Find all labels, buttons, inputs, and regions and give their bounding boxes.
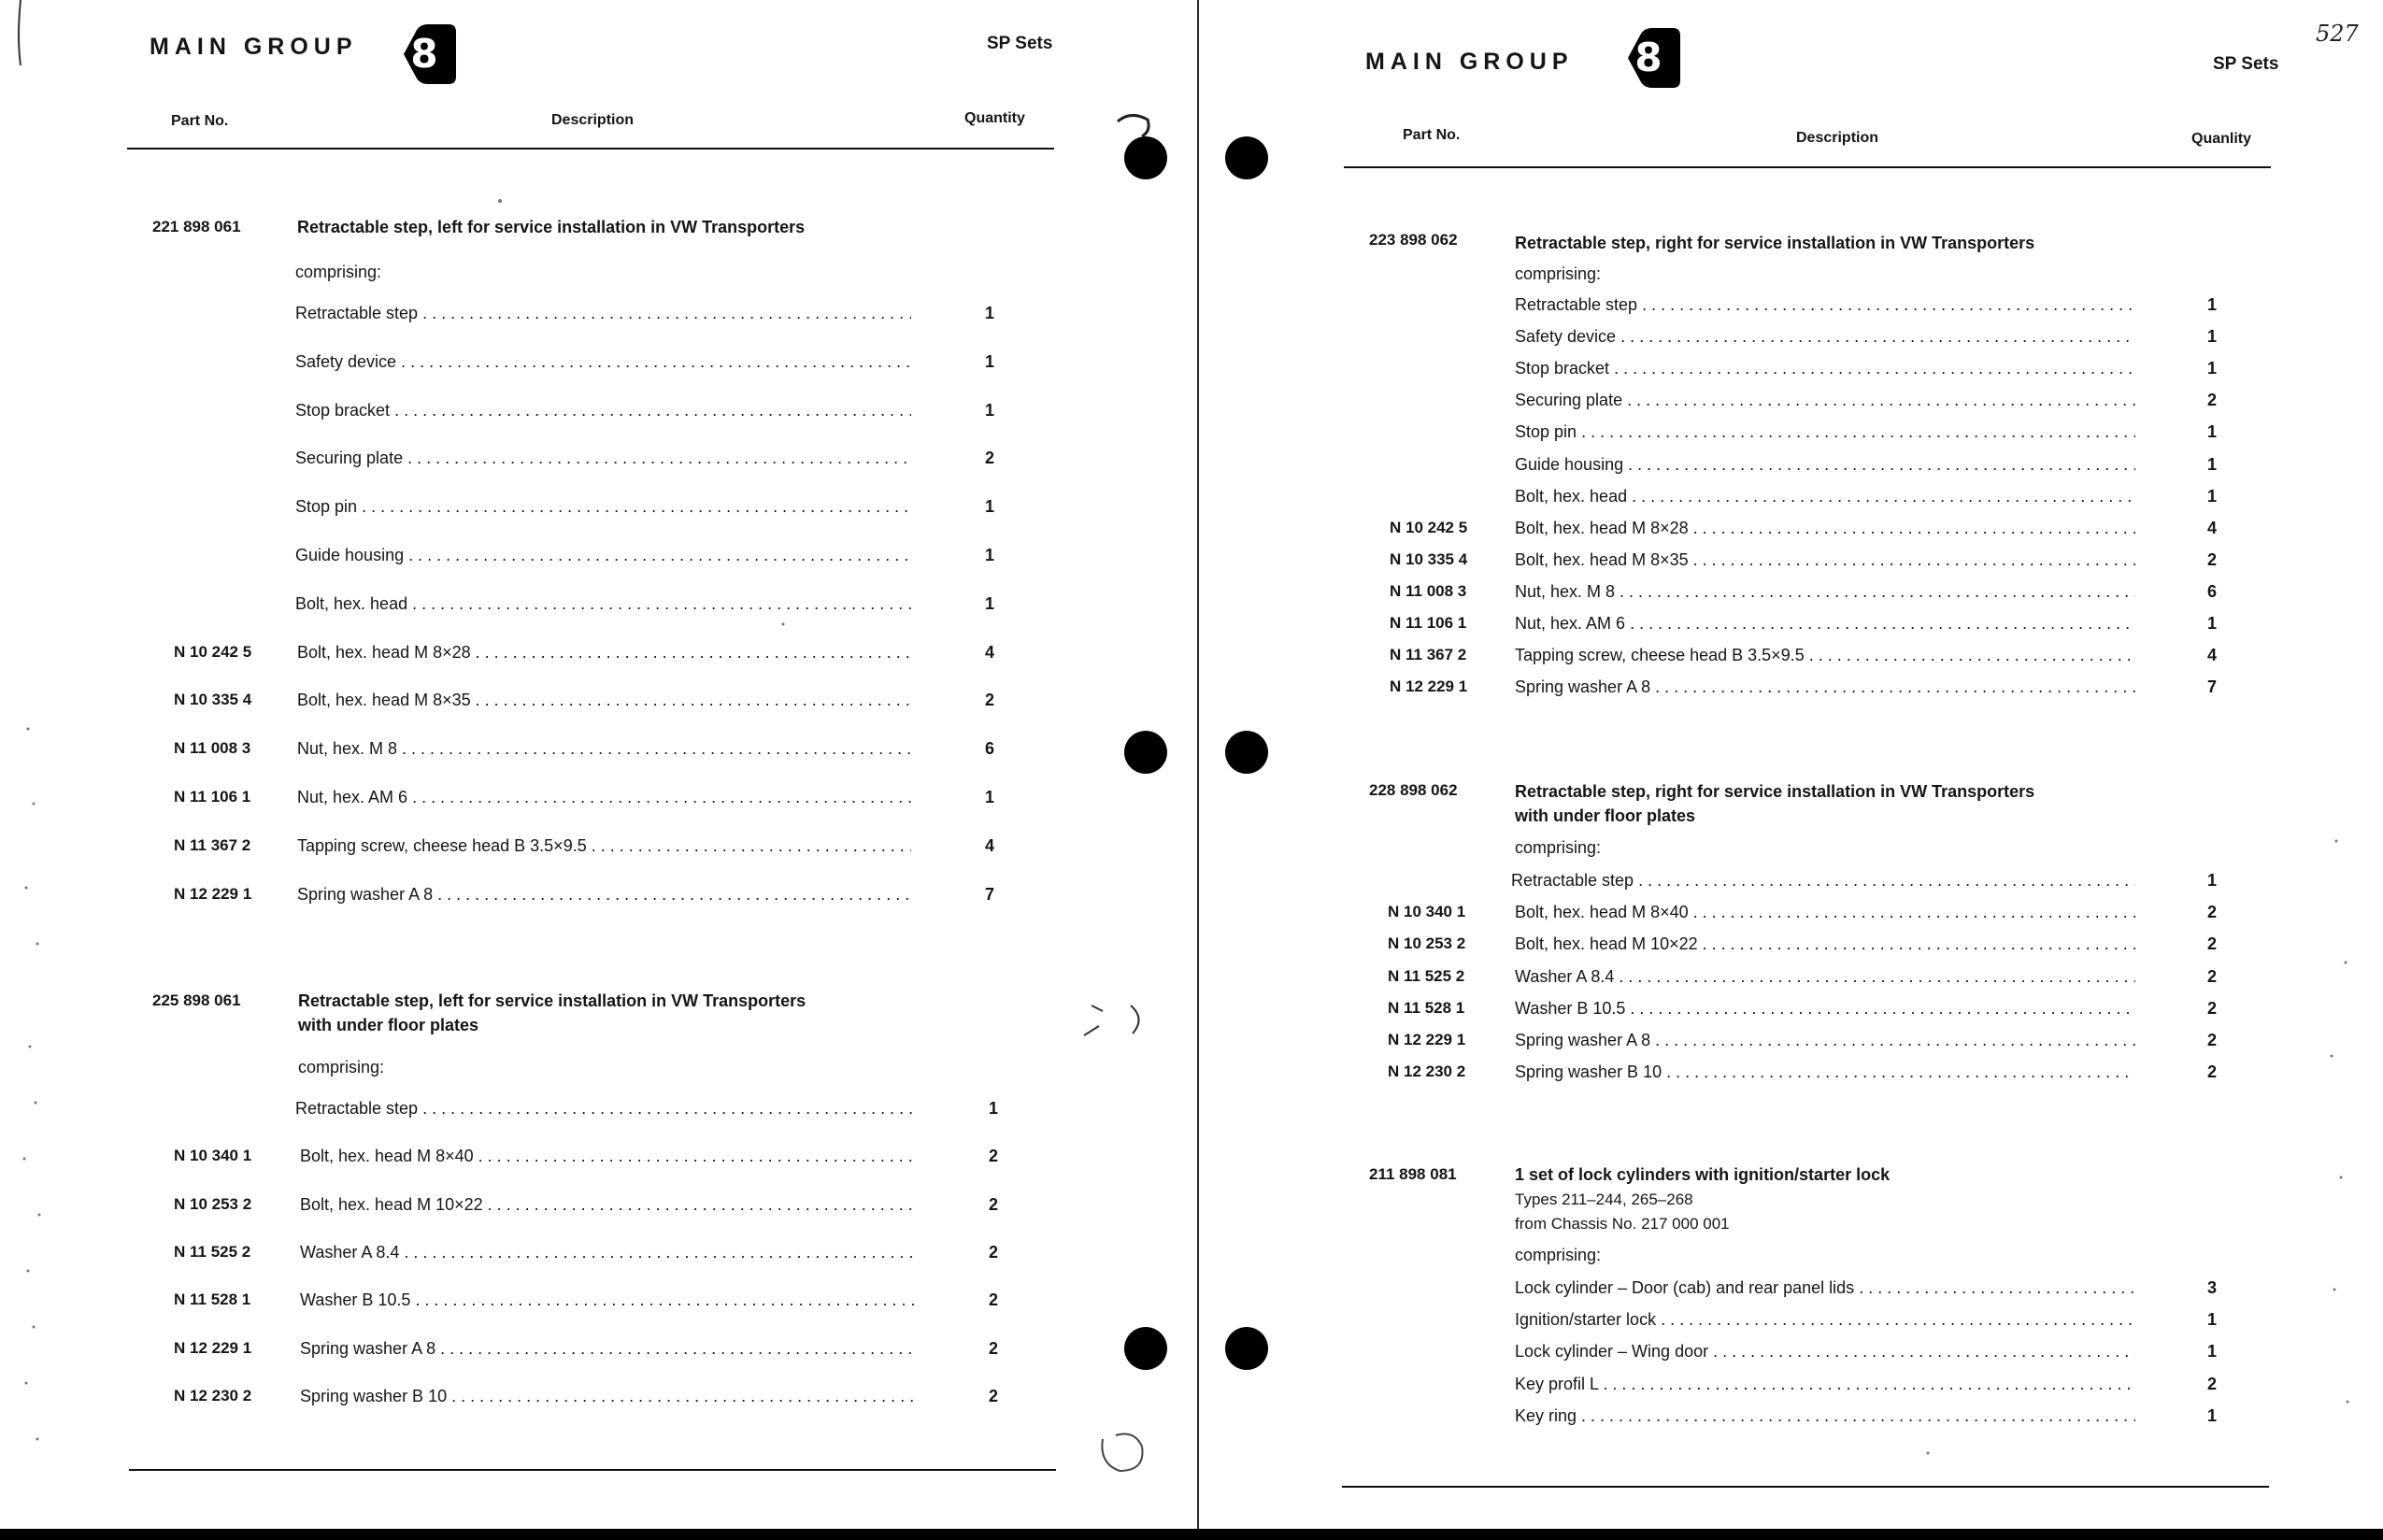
set-part-number: 228 898 062 (1369, 781, 1458, 799)
list-item (0, 885, 1168, 911)
item-quantity: 1 (2206, 486, 2217, 506)
item-quantity: 2 (988, 1147, 998, 1166)
item-quantity: 1 (984, 593, 994, 613)
list-item (1199, 519, 2367, 545)
item-quantity: 2 (984, 449, 994, 468)
item-quantity: 1 (2206, 422, 2217, 442)
item-part-number: N 10 340 1 (1388, 903, 1466, 921)
group-number-badge (396, 24, 456, 84)
item-description: Bolt, hex. head M 10×22 . . . (1515, 934, 2135, 954)
item-description: Tapping screw, cheese head B 3.5×9.5 . . . (297, 836, 911, 856)
item-quantity: 2 (988, 1194, 998, 1214)
item-part-number: N 10 340 1 (174, 1147, 252, 1165)
list-item (1199, 677, 2367, 704)
item-description: Safety device . . . (295, 352, 911, 372)
item-description: Key profil L . . . (1515, 1375, 2135, 1394)
item-description: Nut, hex. M 8 . . . (297, 739, 911, 759)
item-quantity: 2 (2206, 903, 2217, 922)
item-quantity: 1 (2206, 1310, 2217, 1330)
punch-hole (1225, 136, 1268, 179)
set-part-number: 225 898 061 (152, 991, 241, 1009)
list-item (0, 739, 1168, 765)
col-part-no: Part No. (171, 113, 229, 129)
list-item (1199, 359, 2367, 385)
item-quantity: 2 (988, 1338, 998, 1358)
item-description: Stop bracket . . . (295, 401, 911, 421)
item-description: Bolt, hex. head . . . (295, 594, 911, 614)
item-description: Tapping screw, cheese head B 3.5×9.5 . . . (1515, 646, 2135, 665)
item-quantity: 2 (2206, 998, 2217, 1018)
item-part-number: N 10 253 2 (174, 1194, 252, 1213)
list-item (0, 1290, 1168, 1317)
item-quantity: 1 (984, 788, 994, 806)
punch-hole (1225, 1327, 1268, 1370)
list-item (1199, 1375, 2367, 1401)
item-description: Bolt, hex. head M 8×35 . . . (297, 691, 911, 710)
left-page (0, 0, 1197, 1529)
list-item (0, 304, 1168, 330)
item-quantity: 2 (2206, 1374, 2217, 1393)
set-title: Retractable step, left for service installation in VW Transporters with under floor plates (298, 991, 806, 1034)
comprising-label: comprising: (298, 1058, 385, 1077)
list-item (0, 546, 1168, 572)
set-part-number: 221 898 061 (152, 218, 241, 235)
item-description: Lock cylinder – Wing door . . . (1515, 1342, 2135, 1362)
item-description: Stop bracket . . . (1515, 359, 2135, 378)
list-item (0, 836, 1168, 863)
item-description: Retractable step . . . (295, 1099, 916, 1119)
comprising-label: comprising: (295, 263, 382, 281)
sp-sets-label: SP Sets (987, 34, 1053, 53)
item-quantity: 1 (2206, 359, 2217, 378)
item-part-number: N 11 106 1 (1390, 614, 1467, 632)
list-item (1199, 487, 2367, 513)
list-item (1199, 582, 2367, 608)
list-item (1199, 934, 2367, 961)
col-description: Description (551, 112, 635, 128)
item-quantity: 4 (2206, 518, 2217, 537)
handwritten-page-number: 527 (2316, 21, 2359, 47)
item-description: Nut, hex. M 8 . . . (1515, 582, 2135, 602)
list-item (1199, 1342, 2367, 1368)
item-part-number: N 12 229 1 (1390, 677, 1468, 696)
item-part-number: N 11 528 1 (1388, 998, 1465, 1017)
item-description: Lock cylinder – Door (cab) and rear panel lids . . . (1515, 1278, 2135, 1298)
item-quantity: 1 (988, 1099, 998, 1118)
list-item (0, 1147, 1168, 1173)
col-part-no: Part No. (1403, 127, 1461, 143)
item-part-number: N 10 335 4 (174, 691, 252, 709)
list-item (1199, 871, 2367, 897)
item-part-number: N 12 229 1 (174, 1338, 252, 1357)
item-quantity: 1 (984, 351, 994, 371)
list-item (0, 1243, 1168, 1269)
item-quantity: 1 (2206, 1405, 2217, 1425)
sp-sets-label: SP Sets (2213, 54, 2279, 74)
item-quantity: 2 (2206, 966, 2217, 986)
list-item (1199, 1062, 2367, 1089)
main-group-title: MAIN GROUP (1365, 49, 1574, 75)
item-description: Spring washer A 8 . . . (297, 885, 911, 905)
set-title: Retractable step, right for service installation in VW Transporters (1515, 234, 2035, 252)
item-description: Stop pin . . . (295, 497, 911, 517)
list-item (0, 497, 1168, 523)
item-quantity: 1 (984, 400, 994, 420)
item-description: Nut, hex. AM 6 . . . (1515, 614, 2135, 634)
set-part-number: 211 898 081 (1369, 1165, 1457, 1183)
list-item (1199, 550, 2367, 577)
item-quantity: 2 (2206, 549, 2217, 569)
scan-bottom-edge (0, 1529, 2383, 1540)
item-quantity: 2 (988, 1386, 998, 1405)
col-quantity: Quantity (964, 110, 1025, 126)
list-item (0, 401, 1168, 427)
header-rule (1344, 166, 2271, 168)
item-quantity: 4 (984, 642, 994, 662)
item-description: Washer A 8.4 . . . (300, 1243, 916, 1262)
item-description: Bolt, hex. head . . . (1515, 487, 2135, 506)
set-note: Types 211–244, 265–268 (1515, 1191, 1693, 1208)
punch-hole (1124, 136, 1167, 179)
item-description: Spring washer B 10 . . . (1515, 1062, 2135, 1082)
group-number: 8 (410, 31, 438, 77)
item-part-number: N 11 525 2 (174, 1242, 251, 1261)
comprising-label: comprising: (1515, 1246, 1602, 1264)
item-part-number: N 11 367 2 (174, 835, 251, 854)
item-description: Bolt, hex. head M 8×35 . . . (1515, 550, 2135, 570)
item-part-number: N 10 335 4 (1390, 549, 1468, 568)
list-item (0, 449, 1168, 475)
item-description: Washer B 10.5 . . . (1515, 999, 2135, 1019)
footer-rule (129, 1469, 1056, 1471)
item-quantity: 6 (984, 739, 994, 759)
item-description: Retractable step . . . (1511, 871, 2135, 891)
header-rule (127, 148, 1054, 150)
item-quantity: 2 (984, 691, 994, 710)
item-quantity: 1 (2206, 614, 2217, 633)
list-item (1199, 327, 2367, 353)
item-description: Safety device . . . (1515, 327, 2135, 347)
set-part-number: 223 898 062 (1369, 231, 1458, 249)
item-part-number: N 11 008 3 (174, 739, 251, 758)
item-part-number: N 11 367 2 (1390, 646, 1467, 664)
list-item (1199, 1406, 2367, 1433)
item-description: Bolt, hex. head M 8×28 . . . (1515, 519, 2135, 538)
item-quantity: 4 (2206, 646, 2217, 665)
list-item (1199, 999, 2367, 1025)
comprising-label: comprising: (1515, 838, 1602, 857)
item-quantity: 2 (988, 1290, 998, 1310)
item-description: Spring washer A 8 . . . (1515, 1031, 2135, 1050)
item-quantity: 4 (984, 835, 994, 855)
item-quantity: 6 (2206, 581, 2217, 601)
item-description: Stop pin . . . (1515, 422, 2135, 442)
item-description: Securing plate . . . (1515, 391, 2135, 410)
item-quantity: 1 (984, 304, 994, 322)
list-item (1199, 391, 2367, 417)
item-description: Guide housing . . . (1515, 455, 2135, 475)
list-item (1199, 295, 2367, 321)
list-item (0, 1195, 1168, 1221)
col-description: Description (1796, 130, 1879, 146)
punch-hole (1225, 731, 1268, 774)
item-quantity: 2 (988, 1242, 998, 1262)
item-quantity: 1 (2206, 1342, 2217, 1362)
list-item (1199, 1031, 2367, 1057)
item-quantity: 3 (2206, 1278, 2217, 1297)
list-item (1199, 903, 2367, 929)
item-part-number: N 11 528 1 (174, 1290, 251, 1309)
item-part-number: N 10 242 5 (1390, 518, 1468, 536)
set-note: from Chassis No. 217 000 001 (1515, 1215, 1730, 1233)
list-item (1199, 1278, 2367, 1305)
item-description: Bolt, hex. head M 8×28 . . . (297, 643, 911, 663)
list-item (0, 691, 1168, 717)
item-description: Bolt, hex. head M 10×22 . . . (300, 1195, 916, 1215)
item-quantity: 1 (984, 497, 994, 517)
group-number: 8 (1634, 35, 1662, 80)
list-item (1199, 455, 2367, 481)
item-description: Spring washer A 8 . . . (300, 1339, 916, 1359)
col-quantity: Quanlity (2191, 131, 2252, 147)
list-item (1199, 967, 2367, 993)
list-item (1199, 614, 2367, 640)
item-quantity: 2 (2206, 1062, 2217, 1082)
item-description: Retractable step . . . (295, 304, 911, 323)
item-description: Spring washer A 8 . . . (1515, 677, 2135, 697)
item-quantity: 1 (984, 546, 994, 564)
item-quantity: 2 (2206, 391, 2217, 410)
footer-rule (1342, 1486, 2269, 1488)
punch-hole (1124, 1327, 1167, 1370)
item-part-number: N 12 229 1 (1388, 1031, 1466, 1048)
list-item (0, 1339, 1168, 1365)
list-item (1199, 1310, 2367, 1336)
item-description: Nut, hex. AM 6 . . . (297, 788, 911, 807)
item-quantity: 1 (2206, 454, 2217, 474)
list-item (1199, 422, 2367, 449)
item-description: Bolt, hex. head M 8×40 . . . (300, 1147, 916, 1166)
list-item (0, 788, 1168, 814)
list-item (1199, 646, 2367, 672)
item-quantity: 7 (2206, 677, 2217, 697)
set-title: 1 set of lock cylinders with ignition/starter lock (1515, 1165, 1891, 1184)
main-group-title: MAIN GROUP (150, 34, 358, 60)
group-number-badge (1620, 28, 1680, 88)
item-description: Washer A 8.4 . . . (1515, 967, 2135, 987)
right-page (1199, 0, 2383, 1529)
item-description: Washer B 10.5 . . . (300, 1290, 916, 1310)
item-quantity: 1 (2206, 295, 2217, 314)
list-item (0, 643, 1168, 669)
list-item (0, 1099, 1168, 1125)
punch-hole (1124, 731, 1167, 774)
item-part-number: N 11 525 2 (1388, 966, 1465, 985)
item-part-number: N 11 008 3 (1390, 581, 1467, 600)
item-quantity: 7 (984, 884, 994, 904)
set-title: Retractable step, right for service installation in VW Transporters with under floor plates (1515, 782, 2035, 825)
item-description: Securing plate . . . (295, 449, 911, 468)
item-description: Guide housing . . . (295, 546, 911, 565)
set-title: Retractable step, left for service installation in VW Transporters (297, 218, 806, 236)
item-description: Spring washer B 10 . . . (300, 1387, 916, 1406)
list-item (0, 594, 1168, 620)
item-description: Bolt, hex. head M 8×40 . . . (1515, 903, 2135, 922)
list-item (0, 1387, 1168, 1413)
item-part-number: N 12 229 1 (174, 884, 252, 903)
item-quantity: 1 (2206, 871, 2217, 890)
item-quantity: 2 (2206, 934, 2217, 954)
item-part-number: N 10 253 2 (1388, 934, 1466, 953)
item-part-number: N 10 242 5 (174, 642, 252, 661)
item-quantity: 1 (2206, 327, 2217, 347)
item-quantity: 2 (2206, 1031, 2217, 1049)
item-description: Key ring . . . (1515, 1406, 2135, 1426)
item-part-number: N 12 230 2 (174, 1386, 252, 1405)
item-part-number: N 12 230 2 (1388, 1062, 1466, 1081)
comprising-label: comprising: (1515, 264, 1602, 283)
list-item (0, 352, 1168, 378)
item-part-number: N 11 106 1 (174, 788, 251, 806)
item-description: Ignition/starter lock . . . (1515, 1310, 2135, 1330)
item-description: Retractable step . . . (1515, 295, 2135, 315)
